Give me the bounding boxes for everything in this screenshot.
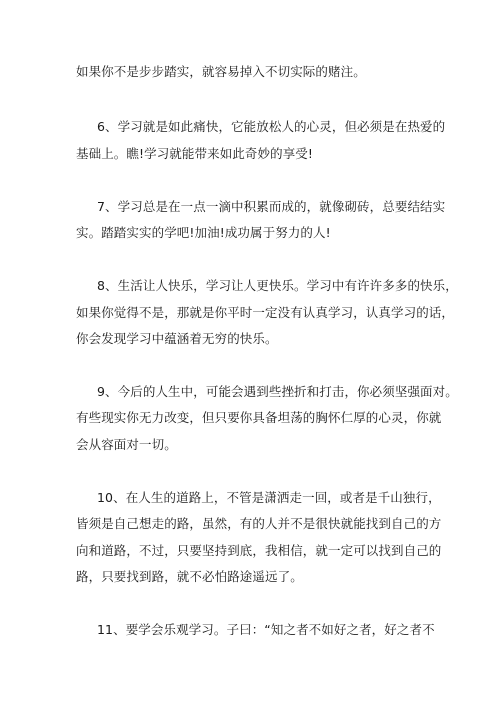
text-line: 如果你不是步步踏实，就容易掉入不切实际的赌注。 [76,64,366,79]
text-line: 基础上。瞧!学习就能带来如此奇妙的享受! [76,146,314,161]
text-line: 8、生活让人快乐，学习让人更快乐。学习中有许许多多的快乐， [97,278,458,293]
text-line: 会从容面对一切。 [76,437,177,452]
text-line: 你会发现学习中蕴涵着无穷的快乐。 [76,331,278,346]
text-line: 6、学习就是如此痛快，它能放松人的心灵，但必须是在热爱的 [97,119,446,134]
text-line: 向和道路，不过，只要坚持到底，我相信，就一定可以找到自己的 [76,543,442,558]
text-line: 如果你觉得不是，那就是你平时一定没有认真学习，认真学习的话， [76,305,455,320]
text-line: 7、学习总是在一点一滴中积累而成的，就像砌砖，总要结结实 [97,199,446,214]
text-line: 11、要学会乐观学习。子曰：“知之者不如好之者，好之者不 [97,622,435,637]
text-line: 实。踏踏实实的学吧!加油!成功属于努力的人! [76,225,331,240]
text-line: 路，只要找到路，就不必怕路途遥远了。 [76,569,303,584]
text-line: 10、在人生的道路上，不管是潇洒走一回，或者是千山独行， [97,490,441,505]
text-line: 有些现实你无力改变，但只要你具备坦荡的胸怀仁厚的心灵，你就 [76,410,442,425]
text-line: 皆须是自己想走的路，虽然，有的人并不是很快就能找到自己的方 [76,516,442,531]
text-line: 9、今后的人生中，可能会遇到些挫折和打击，你必须坚强面对。 [97,384,458,399]
